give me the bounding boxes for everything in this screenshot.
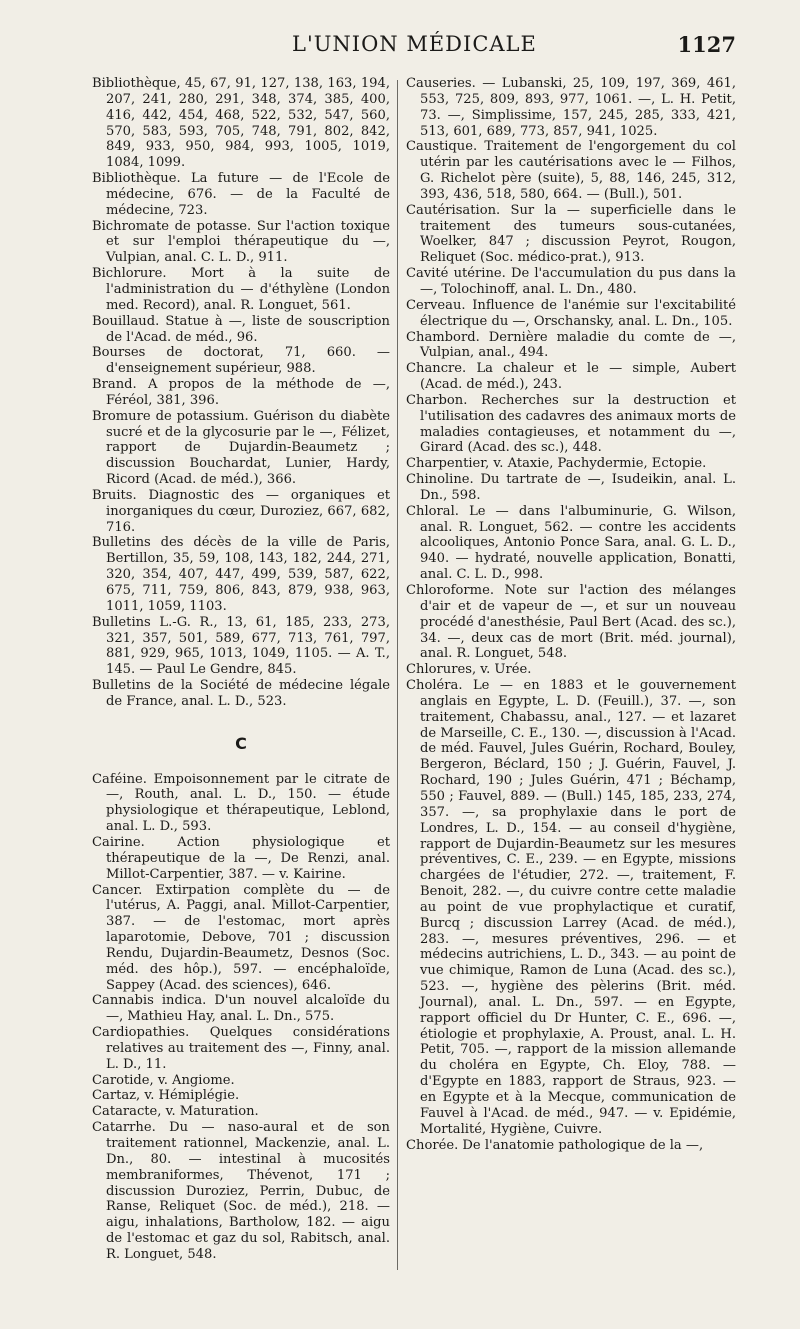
index-entry: Chambord. Dernière maladie du comte de —, Vulpian, anal., 494.	[406, 329, 736, 361]
index-entry: Cancer. Extirpation complète du — de l'utérus, A. Paggi, anal. Millot-Carpentier, 387. — de l'estomac, mort après laparotomie, Debove, 701 ; discussion Rendu, Dujardin-Beaumetz, Desnos (Soc. méd. des hôp.), 597. — encéphaloïde, Sappey (Acad. des sciences), 646.	[92, 882, 390, 993]
index-entry: Bichromate de potasse. Sur l'action toxique et sur l'emploi thérapeutique du —, Vulpian, anal. C. L. D., 911.	[92, 218, 390, 266]
index-entry: Bourses de doctorat, 71, 660. — d'enseignement supérieur, 988.	[92, 345, 390, 377]
index-entry: Chorée. De l'anatomie pathologique de la —,	[406, 1137, 704, 1153]
index-entry: Carotide, v. Angiome.	[92, 1072, 235, 1088]
left-column	[92, 76, 390, 1276]
index-entry: Cataracte, v. Maturation.	[92, 1104, 259, 1120]
index-entry: Bouillaud. Statue à —, liste de souscription de l'Acad. de méd., 96.	[92, 313, 390, 345]
index-entry: Bruits. Diagnostic des — organiques et inorganiques du cœur, Duroziez, 667, 682, 716.	[92, 487, 390, 535]
index-entry: Cerveau. Influence de l'anémie sur l'excitabilité électrique du —, Orschansky, anal. L. Dn., 105.	[406, 297, 736, 329]
index-entry: Charpentier, v. Ataxie, Pachydermie, Ectopie.	[406, 456, 707, 472]
index-entry: Bibliothèque. La future — de l'Ecole de médecine, 676. — de la Faculté de médecine, 723.	[92, 171, 390, 218]
index-entry: Brand. A propos de la méthode de —, Féréol, 381, 396.	[92, 377, 390, 408]
index-entry: Chlorures, v. Urée.	[406, 662, 532, 678]
index-entry: Bromure de potassium. Guérison du diabète sucré et de la glycosurie par le —, Félizet, rapport de Dujardin-Beaumetz ; discussion Bouchardat, Lunier, Hardy, Ricord (Acad. de méd.), 366.	[92, 408, 390, 488]
index-entry: Bulletins L.-G. R., 13, 61, 185, 233, 273, 321, 357, 501, 589, 677, 713, 761, 797, 881, 929, 965, 1013, 1049, 1105. — A. T., 145. — Paul Le Gendre, 845.	[92, 614, 390, 678]
index-entry: Bulletins de la Société de médecine légale de France, anal. L. D., 523.	[92, 678, 390, 709]
index-entry: Bulletins des décès de la ville de Paris, Bertillon, 35, 59, 108, 143, 182, 244, 271, 320, 354, 407, 447, 499, 539, 587, 622, 675, 711, 759, 806, 843, 879, 938, 963, 1011, 1059, 1103.	[92, 535, 390, 614]
section-letter: C	[235, 733, 247, 753]
index-entry: Cardiopathies. Quelques considérations relatives au traitement des —, Finny, anal. L. D., 11.	[92, 1025, 390, 1072]
right-column	[406, 76, 736, 1276]
page-number: 1127	[677, 32, 736, 57]
page-header	[96, 30, 736, 64]
column-divider	[397, 80, 398, 1270]
index-entry: Catarrhe. Du — naso-aural et de son traitement rationnel, Mackenzie, anal. L. Dn., 80. — intestinal à mucosités membraniformes, Thévenot, 171 ; discussion Duroziez, Perrin, Dubuc, de Ranse, Reliquet (Soc. de méd.), 218. — aigu, inhalations, Bartholow, 182. — aigu de l'estomac et gaz du sol, Rabitsch, anal. R. Longuet, 548.	[92, 1120, 390, 1262]
index-entry: Chancre. La chaleur et le — simple, Aubert (Acad. de méd.), 243.	[406, 361, 736, 393]
index-entry: Cautérisation. Sur la — superficielle dans le traitement des tumeurs sous-cutanées, Woelker, 847 ; discussion Peyrot, Rougon, Reliquet (Soc. médico-prat.), 913.	[406, 202, 736, 266]
index-entry: Chloroforme. Note sur l'action des mélanges d'air et de vapeur de —, et sur un nouveau procédé d'anesthésie, Paul Bert (Acad. des sc.), 34. —, deux cas de mort (Brit. méd. journal), anal. R. Longuet, 548.	[406, 583, 736, 662]
index-entry: Bichlorure. Mort à la suite de l'administration du — d'éthylène (London med. Record), anal. R. Longuet, 561.	[92, 266, 390, 313]
index-entry: Caféine. Empoisonnement par le citrate de —, Routh, anal. L. D., 150. — étude physiologique et thérapeutique, Leblond, anal. L. D., 593.	[92, 771, 390, 835]
running-title: L'UNION MÉDICALE	[292, 32, 537, 56]
index-entry: Cartaz, v. Hémiplégie.	[92, 1088, 240, 1104]
index-entry: Bibliothèque, 45, 67, 91, 127, 138, 163, 194, 207, 241, 280, 291, 348, 374, 385, 400, 416, 442, 454, 468, 522, 532, 547, 560, 570, 583, 593, 705, 748, 791, 802, 842, 849, 933, 950, 984, 993, 1005, 1019, 1084, 1099.	[92, 76, 390, 171]
index-entry: Chloral. Le — dans l'albuminurie, G. Wilson, anal. R. Longuet, 562. — contre les accidents alcooliques, Antonio Ponce Sara, anal. G. L. D., 940. — hydraté, nouvelle application, Bonatti, anal. C. L. D., 998.	[406, 503, 736, 583]
index-entry: Cannabis indica. D'un nouvel alcaloïde du —, Mathieu Hay, anal. L. Dn., 575.	[92, 993, 390, 1025]
index-entry: Choléra. Le — en 1883 et le gouvernement anglais en Egypte, L. D. (Feuill.), 37. —, son traitement, Chabassu, anal., 127. — et lazaret de Marseille, C. E., 130. —, discussion à l'Acad. de méd. Fauvel, Jules Guérin, Rochard, Bouley, Bergeron, Béclard, 150 ; J. Guérin, Fauvel, J. Rochard, 190 ; Jules Guérin, 471 ; Béchamp, 550 ; Fauvel, 889. — (Bull.) 145, 185, 233, 274, 357. —, sa prophylaxie dans le port de Londres, L. D., 154. — au conseil d'hygiène, rapport de Dujardin-Beaumetz sur les mesures préventives, C. E., 239. — en Egypte, missions chargées de l'étudier, 272. —, traitement, F. Benoit, 282. —, du cuivre contre cette maladie au point de vue prophylactique et curatif, Burcq ; discussion Larrey (Acad. de méd.), 283. —, mesures préventives, 296. — et médecins autrichiens, L. D., 343. — au point de vue chimique, Ramon de Luna (Acad. des sc.), 523. —, hygiène des pèlerins (Brit. méd. Journal), anal. L. Dn., 597. — en Egypte, rapport officiel du Dr Hunter, C. E., 696. —, étiologie et prophylaxie, A. Proust, anal. L. H. Petit, 705. —, rapport de la mission allemande du choléra en Egypte, Ch. Eloy, 788. — d'Egypte en 1883, rapport de Straus, 923. — en Egypte et à la Mecque, communication de Fauvel à l'Acad. de méd., 947. — v. Epidémie, Mortalité, Hygiène, Cuivre.	[406, 678, 736, 1137]
index-entry: Cairine. Action physiologique et thérapeutique de la —, De Renzi, anal. Millot-Carpentier, 387. — v. Kairine.	[92, 834, 390, 882]
index-entry: Causeries. — Lubanski, 25, 109, 197, 369, 461, 553, 725, 809, 893, 977, 1061. —, L. H. Petit, 73. —, Simplissime, 157, 245, 285, 333, 421, 513, 601, 689, 773, 857, 941, 1025.	[406, 76, 736, 139]
index-entry: Charbon. Recherches sur la destruction et l'utilisation des cadavres des animaux morts de maladies contagieuses, et notamment du —, Girard (Acad. des sc.), 448.	[406, 392, 736, 456]
index-entry: Chinoline. Du tartrate de —, Isudeikin, anal. L. Dn., 598.	[406, 472, 736, 503]
index-entry: Caustique. Traitement de l'engorgement du col utérin par les cautérisations avec le — Filhos, G. Richelot père (suite), 5, 88, 146, 245, 312, 393, 436, 518, 580, 664. — (Bull.), 501.	[406, 139, 736, 202]
index-entry: Cavité utérine. De l'accumulation du pus dans la —, Tolochinoff, anal. L. Dn., 480.	[406, 266, 736, 297]
